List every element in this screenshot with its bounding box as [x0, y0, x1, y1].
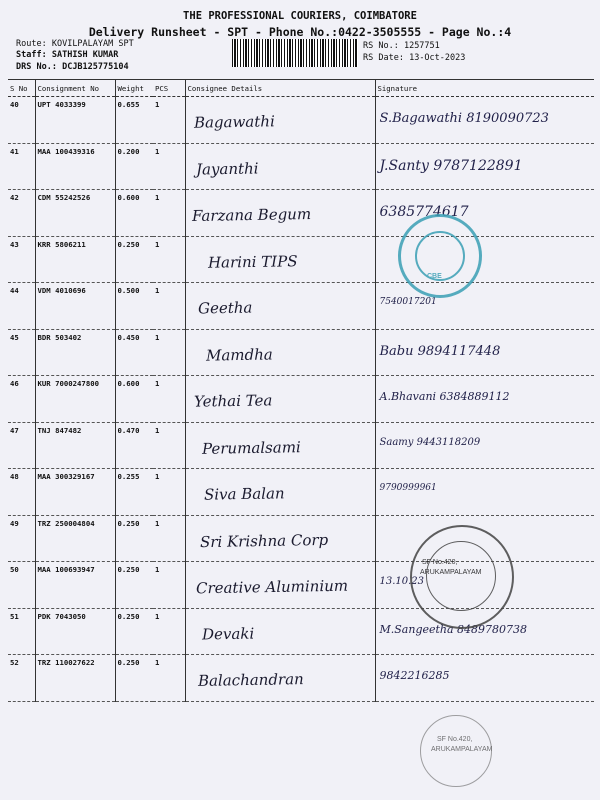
rs-no-value: 1257751: [403, 41, 440, 51]
row-consignment-no: TRZ 110027622: [35, 655, 115, 702]
row-pcs: 1: [153, 562, 185, 609]
route-value: KOVILPALAYAM SPT: [51, 39, 134, 49]
consignee-handwriting: Jayanthi: [195, 158, 259, 179]
table-row: [8, 190, 594, 237]
row-pcs: 1: [153, 422, 185, 469]
staff-label: Staff:: [16, 50, 47, 60]
row-pcs: 1: [153, 469, 185, 516]
row-consignee-cell: [185, 655, 375, 702]
row-sno: 46: [8, 376, 35, 423]
company-stamp-line1: SF No.420,: [422, 559, 458, 566]
row-signature-cell: [375, 97, 594, 144]
row-consignment-no: PDK 7043050: [35, 608, 115, 655]
signature-handwriting: 9790999961: [379, 483, 437, 493]
drs-label: DRS No.:: [16, 62, 57, 72]
consignee-handwriting: Siva Balan: [203, 484, 285, 504]
signature-handwriting: 7540017201: [379, 297, 437, 307]
consignee-handwriting: Geetha: [197, 298, 253, 318]
rs-date-label: RS Date:: [363, 53, 404, 63]
table-row: [8, 376, 594, 423]
row-consignment-no: KUR 7000247800: [35, 376, 115, 423]
staff-value: SATHISH KUMAR: [51, 50, 119, 60]
row-weight: 0.655: [115, 97, 153, 144]
runsheet-table: [8, 79, 594, 702]
drs-line: [16, 62, 129, 72]
signature-handwriting: A.Bhavani 6384889112: [379, 390, 510, 403]
row-weight: 0.250: [115, 608, 153, 655]
row-sno: 47: [8, 422, 35, 469]
row-weight: 0.200: [115, 143, 153, 190]
signature-handwriting: 13.10.23: [379, 576, 425, 587]
row-sno: 44: [8, 283, 35, 330]
rs-no-line: [363, 41, 440, 51]
row-pcs: 1: [153, 97, 185, 144]
row-consignee-cell: [185, 376, 375, 423]
faded-stamp: [420, 715, 492, 787]
row-weight: 0.600: [115, 190, 153, 237]
row-consignee-cell: [185, 608, 375, 655]
col-consignment: Consignment No: [35, 80, 115, 97]
signature-handwriting: S.Bagawathi 8190090723: [379, 111, 549, 126]
row-consignee-cell: [185, 329, 375, 376]
route-line: [16, 39, 134, 49]
row-weight: 0.450: [115, 329, 153, 376]
row-pcs: 1: [153, 329, 185, 376]
row-weight: 0.600: [115, 376, 153, 423]
consignee-handwriting: Yethai Tea: [193, 391, 272, 411]
table-row: [8, 236, 594, 283]
runsheet-subtitle: Delivery Runsheet - SPT - Phone No.:0422-3505555 - Page No.:4: [88, 25, 512, 39]
row-consignee-cell: [185, 515, 375, 562]
row-weight: 0.500: [115, 283, 153, 330]
consignee-handwriting: Farzana Begum: [191, 204, 311, 226]
signature-handwriting: Saamy 9443118209: [379, 436, 481, 448]
row-signature-cell: [375, 329, 594, 376]
row-sno: 43: [8, 236, 35, 283]
route-label: Route:: [16, 39, 47, 49]
row-sno: 48: [8, 469, 35, 516]
row-pcs: 1: [153, 515, 185, 562]
staff-line: [16, 50, 118, 60]
row-consignee-cell: [185, 562, 375, 609]
faded-stamp-line2: ARUKAMPALAYAM: [431, 746, 493, 753]
row-pcs: 1: [153, 608, 185, 655]
row-sno: 49: [8, 515, 35, 562]
consignee-handwriting: Mamdha: [205, 344, 273, 365]
table-row: [8, 469, 594, 516]
row-weight: 0.250: [115, 562, 153, 609]
signature-handwriting: 9842216285: [379, 669, 450, 682]
col-sno: S No: [8, 80, 35, 97]
table-row: [8, 422, 594, 469]
row-consignment-no: KRR 5806211: [35, 236, 115, 283]
signature-handwriting: M.Sangeetha 8489780738: [379, 622, 528, 636]
table-row: [8, 143, 594, 190]
rs-no-label: RS No.:: [363, 41, 399, 51]
row-consignee-cell: [185, 283, 375, 330]
row-signature-cell: [375, 655, 594, 702]
row-consignment-no: MAA 100693947: [35, 562, 115, 609]
school-stamp: [398, 214, 482, 298]
row-consignment-no: TRZ 250004804: [35, 515, 115, 562]
row-consignee-cell: [185, 97, 375, 144]
company-title: THE PROFESSIONAL COURIERS, COIMBATORE: [183, 10, 417, 22]
rs-date-value: 13-Oct-2023: [409, 53, 466, 63]
consignee-handwriting: Creative Aluminium: [195, 576, 348, 598]
col-weight: Weight: [115, 80, 153, 97]
row-consignee-cell: [185, 143, 375, 190]
row-signature-cell: [375, 283, 594, 330]
consignee-handwriting: Perumalsami: [201, 437, 301, 458]
col-pcs: PCS: [153, 80, 185, 97]
consignee-handwriting: Sri Krishna Corp: [199, 530, 328, 551]
row-consignee-cell: [185, 190, 375, 237]
row-weight: 0.250: [115, 236, 153, 283]
table-row: [8, 608, 594, 655]
school-stamp-city: CBE: [427, 273, 442, 280]
drs-value: DCJB125775104: [62, 62, 129, 72]
row-consignment-no: MAA 100439316: [35, 143, 115, 190]
company-stamp-line2: ARUKAMPALAYAM: [420, 569, 482, 576]
rs-date-line: [363, 53, 465, 63]
row-consignment-no: CDM 55242526: [35, 190, 115, 237]
row-sno: 42: [8, 190, 35, 237]
consignee-handwriting: Harini TIPS: [207, 251, 298, 272]
table-row: [8, 283, 594, 330]
row-pcs: 1: [153, 376, 185, 423]
barcode: [232, 39, 358, 67]
row-consignment-no: VDM 4010696: [35, 283, 115, 330]
row-signature-cell: [375, 469, 594, 516]
row-sno: 40: [8, 97, 35, 144]
row-sno: 50: [8, 562, 35, 609]
row-signature-cell: [375, 376, 594, 423]
row-pcs: 1: [153, 236, 185, 283]
consignee-handwriting: Devaki: [201, 624, 254, 643]
row-consignee-cell: [185, 469, 375, 516]
row-sno: 41: [8, 143, 35, 190]
col-consignee: Consignee Details: [185, 80, 375, 97]
row-sno: 52: [8, 655, 35, 702]
row-consignment-no: UPT 4033399: [35, 97, 115, 144]
table-row: [8, 97, 594, 144]
row-consignee-cell: [185, 422, 375, 469]
company-stamp: [410, 525, 514, 629]
row-pcs: 1: [153, 143, 185, 190]
row-consignment-no: BDR 503402: [35, 329, 115, 376]
row-consignment-no: MAA 300329167: [35, 469, 115, 516]
row-signature-cell: [375, 143, 594, 190]
row-pcs: 1: [153, 190, 185, 237]
row-weight: 0.255: [115, 469, 153, 516]
signature-handwriting: J.Santy 9787122891: [379, 157, 523, 174]
table-header-row: [8, 80, 594, 97]
table-row: [8, 655, 594, 702]
faded-stamp-line1: SF No.420,: [437, 736, 473, 743]
row-signature-cell: [375, 422, 594, 469]
col-signature: Signature: [375, 80, 594, 97]
row-consignment-no: TNJ 847482: [35, 422, 115, 469]
signature-handwriting: Babu 9894117448: [379, 343, 501, 359]
row-weight: 0.470: [115, 422, 153, 469]
row-sno: 51: [8, 608, 35, 655]
row-weight: 0.250: [115, 515, 153, 562]
company-stamp-inner: [426, 541, 496, 611]
consignee-handwriting: Bagawathi: [193, 112, 275, 132]
row-sno: 45: [8, 329, 35, 376]
table-row: [8, 329, 594, 376]
row-pcs: 1: [153, 655, 185, 702]
row-weight: 0.250: [115, 655, 153, 702]
row-consignee-cell: [185, 236, 375, 283]
consignee-handwriting: Balachandran: [197, 670, 304, 690]
row-pcs: 1: [153, 283, 185, 330]
signature-handwriting: 6385774617: [379, 204, 469, 220]
